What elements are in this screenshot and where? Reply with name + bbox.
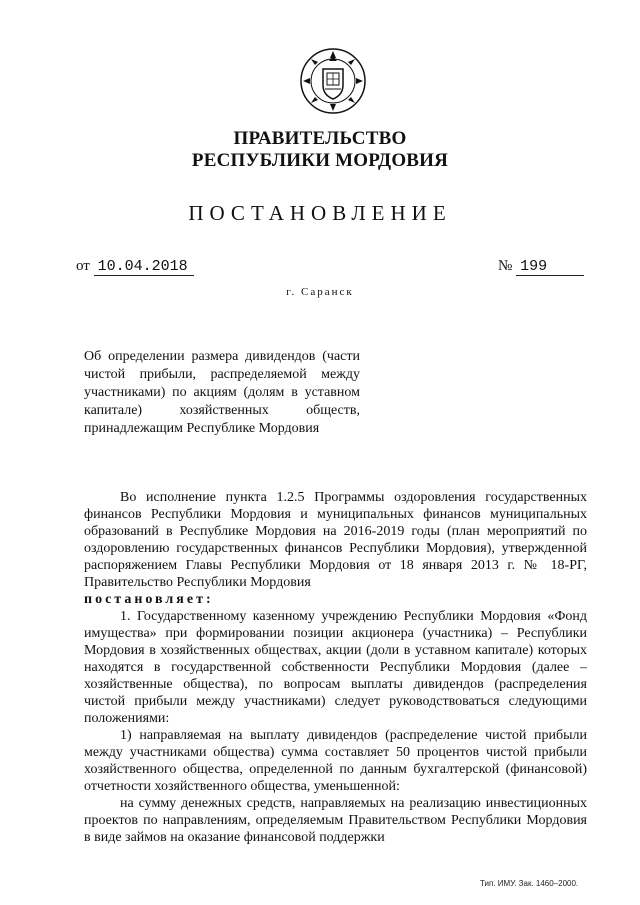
paragraph-3: на сумму денежных средств, направляемых на реализацию инвестиционных проектов по направлениям, определяемым Правительством Республики Мордовия в виде займов на оказание финансовой поддержки	[84, 796, 587, 845]
number-row	[498, 258, 584, 276]
organization-name-line1: ПРАВИТЕЛЬСТВО	[233, 128, 407, 149]
document-body	[84, 489, 587, 846]
paragraph-2: 1) направляемая на выплату дивидендов (распределение чистой прибыли между участниками общества) сумма составляет 50 процентов чистой прибыли хозяйственного общества, определенной по данным бухгалтерской (финансовой) отчетности хозяйственного общества, уменьшенной:	[84, 728, 587, 794]
intro-paragraph	[84, 489, 587, 591]
number-prefix: №	[498, 258, 513, 274]
decree-word: постановляет:	[84, 592, 214, 607]
coat-of-arms-icon	[299, 47, 367, 115]
document-title: Об определении размера дивидендов (части чистой прибыли, распределяемой между участниками) по акциям (долям в уставном капитале) хозяйственных обществ, принадлежащим Республике Мордовия	[84, 349, 360, 436]
document-type: ПОСТАНОВЛЕНИЕ	[188, 201, 452, 225]
document-number: 199	[516, 258, 584, 276]
intro-text: Во исполнение пункта 1.2.5 Программы оздоровления государственных финансов Республики Мордовия и муниципальных финансов муниципальных образований в Республике Мордовия на 2016-2019 годы (план мероприятий по оздоровлению государственных финансов Республики Мордовия), утвержденной распоряжением Главы Республики Мордовия от 18 января 2013 г. № 18-РГ, Правительство Республики Мордовия	[84, 490, 587, 590]
date-prefix: от	[76, 258, 90, 274]
print-footer: Тип. ИМУ. Зак. 1460–2000.	[480, 879, 579, 888]
paragraph-1: 1. Государственному казенному учреждению Республики Мордовия «Фонд имущества» при формировании позиции акционера (участника) – Республики Мордовия в хозяйственных обществах, акции (доли в уставном капитале) которых находятся в государственной собственности Республики Мордовия (далее – хозяйственные общества), по вопросам выплаты дивидендов (распределения чистой прибыли между участниками) следует руководствоваться следующими положениями:	[84, 609, 587, 726]
document-date: 10.04.2018	[94, 258, 194, 276]
date-row	[76, 258, 194, 276]
decree-line	[84, 591, 587, 608]
city: г. Саранск	[286, 286, 354, 298]
organization-name-line2: РЕСПУБЛИКИ МОРДОВИЯ	[191, 150, 449, 171]
